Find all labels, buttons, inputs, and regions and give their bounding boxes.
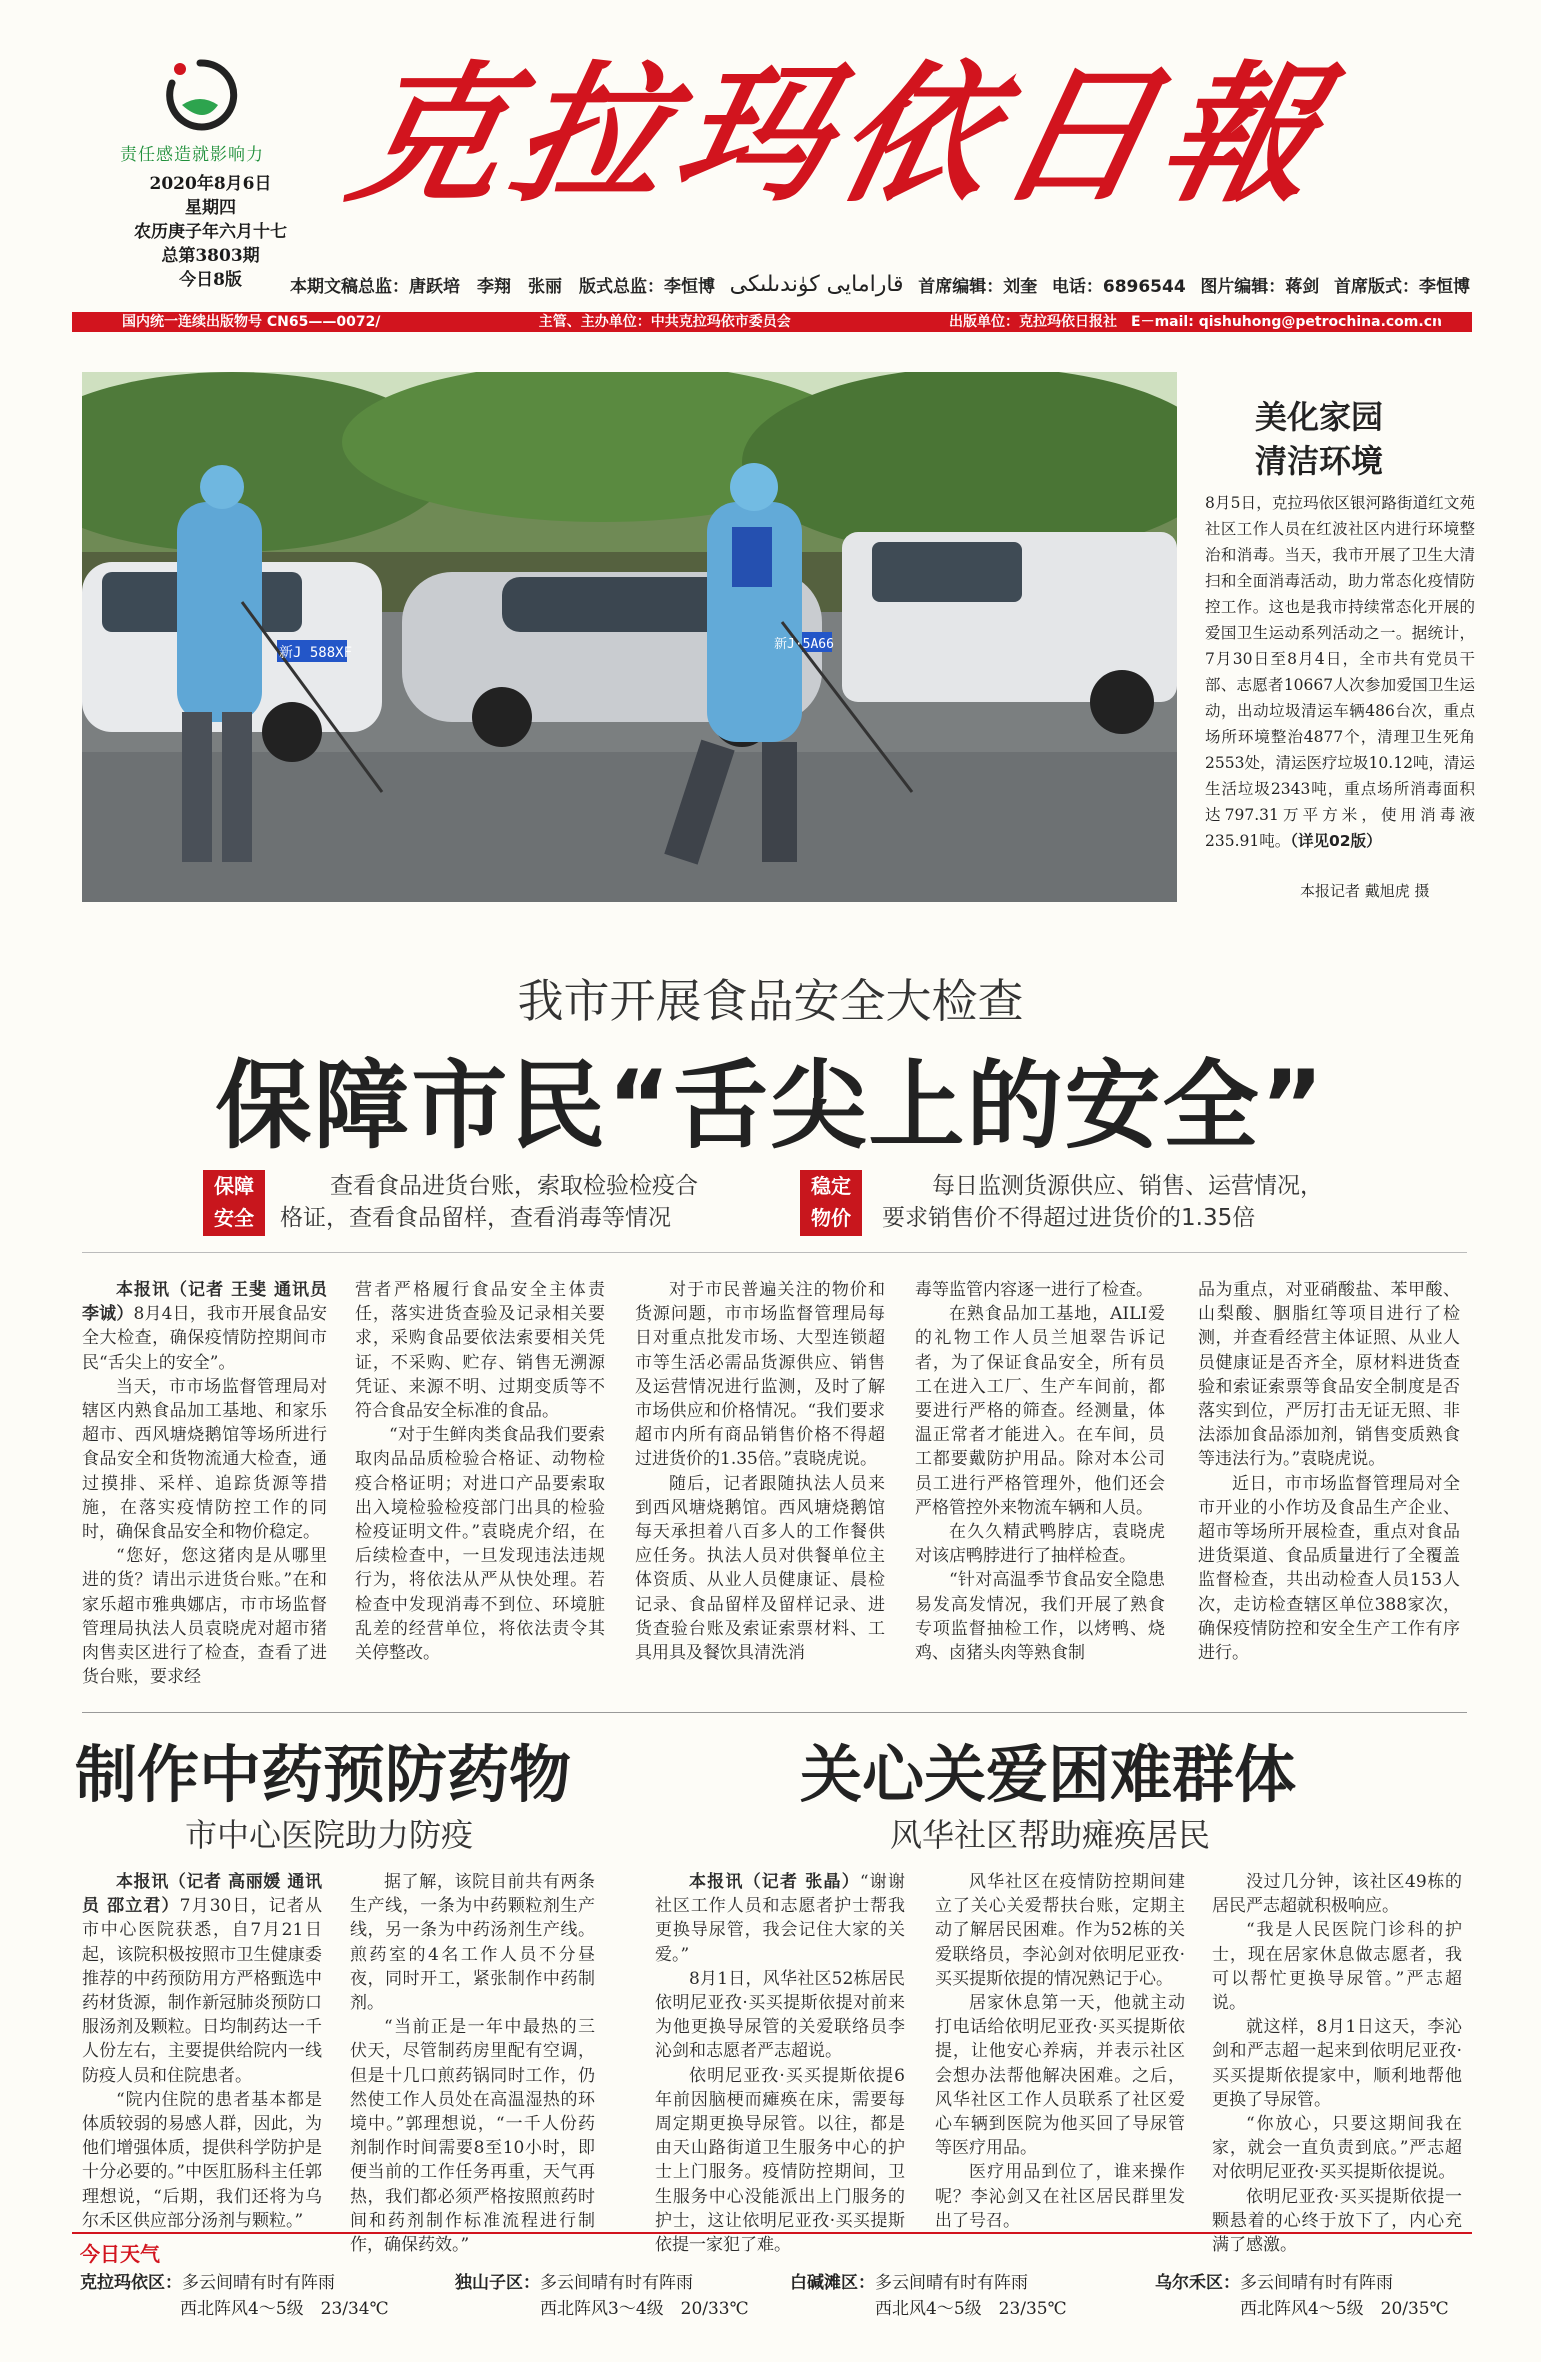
article2-col1-p2: “院内住院的患者基本都是体质较弱的易感人群，因此，为他们增强体质，提供科学防护是十分必要的。”中医肛肠科主任郭理想说，“后期，我们还将为乌尔禾区供应部分汤剂与颗粒。” [82,2089,322,2231]
side-title-line2: 清洁环境 [1255,442,1384,480]
article2-col2-p1: 据了解，该院目前共有两条生产线，一条为中药颗粒剂生产线，另一条为中药汤剂生产线。煎药室的4名工作人员不分昼夜，同时开工，紧张制作中药制剂。 [350,1872,595,2014]
main-col3-p2: 随后，记者跟随执法人员来到西风塘烧鹅馆。西风塘烧鹅馆每天承担着八百多人的工作餐供应任务。执法人员对供餐单位主体资质、从业人员健康证、晨检记录、食品留样及留样记录、进货查验台账及索证索票材料、工具用具及餐饮具清洗消 [635,1473,885,1664]
article3-col2-p2: 居家休息第一天，他就主动打电话给依明尼亚孜·买买提斯依提，让他安心养病，并表示社区会想办法帮他解决困难。之后，风华社区工作人员联系了社区爱心车辆到医院为他买回了导尿管等医疗用品。 [935,1993,1185,2159]
main-byline: 本报讯（记者 王斐 通讯员 李诚） [82,1280,327,1325]
article3-col-3 [1212,1870,1462,2257]
side-article-body [1205,490,1475,854]
article3-col-1 [655,1870,905,2257]
side-article-title [1255,395,1383,483]
weather-item [80,2270,389,2322]
divider [82,1252,1467,1253]
article3-col3-p4: “你放心，只要这期间我在家，就会一直负责到底。”严志超对依明尼亚孜·买买提斯依提说。 [1212,2114,1462,2183]
issue-info [118,172,303,292]
tag-price [800,1170,862,1236]
slogan: 责任感造就影响力 [120,145,264,165]
main-col-2 [355,1278,605,1665]
main-col-3 [635,1278,885,1665]
main-col2-p2: “对于生鲜肉类食品我们要索取肉品品质检验合格证、动物检疫合格证明；对进口产品要索取出入境检验检疫部门出具的检验检疫证明文件。”袁晓虎介绍，在后续检查中，一旦发现违法违规行为，将依法从严从快处理。若检查中发现消毒不到位、环境脏乱差的经营单位，将依法责令其关停整改。 [355,1425,605,1664]
issue-weekday: 星期四 [185,198,236,218]
publisher: 出版单位：克拉玛依日报社 E－mail: qishuhong@petrochina.com.cn [949,314,1442,330]
article2-byline: 本报讯（记者 高丽媛 通讯员 邵立君） [82,1872,322,1917]
phone: 电话：6896544 [1051,277,1186,297]
cn-number: 国内统一连续出版物号 CN65——0072/ [122,314,381,330]
cover-photo [82,372,1177,902]
article2-col1-p1: 7月30日，记者从市中心医院获悉，自7月21日起，该院积极按照市卫生健康委推荐的中药预防用方严格甄选中药材货源，制作新冠肺炎预防口服汤剂及颗粒。日均制药达一千人份左右，主要提供给院内一线防疫人员和住院患者。 [82,1896,322,2086]
article3-col3-p1: 没过几分钟，该社区49栋的居民严志超就积极响应。 [1212,1872,1462,1917]
tag-price-line2: 物价 [811,1206,851,1230]
article3-col3-p2: “我是人民医院门诊科的护士，现在居家休息做志愿者，我可以帮忙更换导尿管。”严志超说。 [1212,1920,1462,2014]
article2-subheadline: 市中心医院助力防疫 [185,1816,474,1854]
main-col3-p1: 对于市民普遍关注的物价和货源问题，市市场监督管理局每日对重点批发市场、大型连锁超市等生活必需品货源供应、销售及运营情况进行监测，及时了解市场供应和价格情况。“我们要求超市内所有商品销售价格不得超过进货价的1.35倍。”袁晓虎说。 [635,1280,885,1470]
main-col4-p4: “针对高温季节食品安全隐患易发高发情况，我们开展了熟食专项监督抽检工作，以烤鸭、烧鸡、卤猪头肉等熟食制 [915,1570,1165,1664]
article3-headline: 关心关爱困难群体 [800,1738,1297,1811]
article3-col3-p5: 依明尼亚孜·买买提斯依提一颗悬着的心终于放下了，内心充满了感激。 [1212,2186,1462,2256]
tag-safety-line2: 安全 [214,1206,254,1230]
main-subheadline: 我市开展食品安全大检查 [517,974,1024,1028]
editor-chief: 首席编辑：刘奎 [918,277,1038,297]
side-title-line1: 美化家园 [1255,398,1384,436]
main-col-4 [915,1278,1165,1665]
chief-layout: 首席版式：李恒博 [1333,277,1470,297]
weather-wind-temp: 西北阵风4～5级 23/34℃ [180,2299,389,2319]
section-divider [82,1712,1467,1713]
weather-condition: 多云间晴有时有阵雨 [540,2273,693,2293]
weather-item [455,2270,749,2322]
weather-item [790,2270,1067,2322]
main-col5-p2: 近日，市市场监督管理局对全市开业的小作坊及食品生产企业、超市等场所开展检查，重点对食品进货渠道、食品质量进行了全覆盖监督检查，共出动检查人员153人次，走访检查辖区单位388家次，确保疫情防控和安全生产工作有序进行。 [1198,1473,1460,1664]
weather-item [1155,2270,1449,2322]
host-unit: 主管、主办单位：中共克拉玛依市委员会 [538,314,791,330]
weather-city: 白碱滩区： [790,2273,875,2293]
tag-safety-text2: 格证，查看食品留样，查看消毒等情况 [280,1205,671,1231]
weather-wind-temp: 西北阵风3～4级 20/33℃ [540,2299,749,2319]
editors-line [290,272,1470,297]
issue-lunar-date: 农历庚子年六月十七 [134,222,287,242]
main-col1-p2: 当天，市市场监督管理局对辖区内熟食品加工基地、和家乐超市、西风塘烧鹅馆等场所进行食品安全和货物流通大检查，通过摸排、采样、追踪货源等措施，在落实疫情防控工作的同时，确保食品安全和物价稳定。 [82,1376,327,1543]
issue-pages: 今日8版 [179,270,242,290]
side-see-more: （详见02版） [1290,832,1382,850]
article2-col2-p2: “当前正是一年中最热的三伏天，尽管制药房里配有空调，但是十几口煎药锅同时工作，仍然使工作人员处在高温湿热的环境中。”郭理想说，“一千人份药剂制作时间需要8至10小时，即便当前的工作任务再重，天气再热，我们都必须严格按照煎药时间和药剂制作标准流程进行制作，确保药效。” [350,2017,595,2256]
tag-safety [203,1170,265,1236]
article3-subheadline: 风华社区帮助瘫痪居民 [890,1816,1211,1854]
main-col4-p2: 在熟食品加工基地，AILI爱的礼物工作人员兰旭翠告诉记者，为了保证食品安全，所有员工在进入工厂、生产车间前，都要进行严格的筛查。经测量，体温正常者才能进入。在车间，员工都要戴防护用品。除对本公司员工进行严格管理外，他们还会严格管控外来物流车辆和人员。 [915,1304,1165,1518]
main-headline: 保障市民“舌尖上的安全” [215,1050,1326,1162]
photo-editor: 图片编辑：蒋剑 [1200,277,1320,297]
issue-date: 2020年8月6日 [149,174,272,194]
newspaper-logo-icon [160,55,240,135]
tag-price-line1: 稳定 [811,1174,851,1198]
license-plate-middle: 新J·5A66 [774,637,834,652]
article3-col2-p3: 医疗用品到位了，谁来操作呢？李沁剑又在社区居民群里发出了号召。 [935,2162,1185,2231]
issue-number: 总第3803期 [161,246,260,266]
main-col1-p1: 8月4日，我市开展食品安全大检查，确保疫情防控期间市民“舌尖上的安全”。 [82,1304,328,1373]
main-col-1 [82,1278,327,1689]
main-col5-p1: 品为重点，对亚硝酸盐、苯甲酸、山梨酸、胭脂红等项目进行了检测，并查看经营主体证照、从业人员健康证是否齐全，原材料进货查验和索证索票等食品安全制度是否落实到位，严厉打击无证无照、非法添加食品添加剂，销售变质熟食等违法行为。”袁晓虎说。 [1198,1280,1460,1470]
weather-divider [72,2232,1472,2234]
license-plate-left: 新J 588XF [279,645,353,661]
weather-city: 乌尔禾区： [1155,2273,1240,2293]
article3-col2-p1: 风华社区在疫情防控期间建立了关心关爱帮扶台账，定期主动了解居民困难。作为52栋的关爱联络员，李沁剑对依明尼亚孜·买买提斯依提的情况熟记于心。 [935,1872,1185,1989]
tag-price-text2: 要求销售价不得超过进货价的1.35倍 [882,1205,1256,1231]
tag-price-text [882,1170,1323,1234]
weather-condition: 多云间晴有时有阵雨 [182,2273,335,2293]
article3-col-2 [935,1870,1185,2233]
main-col4-p3: 在久久精武鸭脖店，袁晓虎对该店鸭脖进行了抽样检查。 [915,1522,1165,1567]
weather-label: 今日天气 [80,2242,160,2266]
main-col4-p1: 毒等监管内容逐一进行了检查。 [915,1280,1153,1300]
article3-byline: 本报讯（记者 张晶） [689,1872,860,1892]
weather-wind-temp: 西北阵风4～5级 20/35℃ [1240,2299,1449,2319]
weather-city: 克拉玛依区： [80,2273,182,2293]
article2-col-2 [350,1870,595,2257]
article3-col1-p1: “谢谢社区工作人员和志愿者护士帮我更换导尿管，我会记住大家的关爱。” [655,1872,905,1965]
side-article-text: 8月5日，克拉玛依区银河路街道红文苑社区工作人员在红波社区内进行环境整治和消毒。当天，我市开展了卫生大清扫和全面消毒活动，助力常态化疫情防控工作。这也是我市持续常态化开展的爱国卫生运动系列活动之一。据统计，7月30日至8月4日，全市共有党员干部、志愿者10667人次参加爱国卫生运动，出动垃圾清运车辆486台次，重点场所环境整治4877个，清理卫生死角2553处，清运医疗垃圾10.12吨，清运生活垃圾2343吨，重点场所消毒面积达797.31万平方米，使用消毒液235.91吨。 [1205,494,1475,850]
tag-safety-text1: 查看食品进货台账，索取检验检疫合 [330,1173,698,1199]
article3-col1-p2: 8月1日，风华社区52栋居民依明尼亚孜·买买提斯依提对前来为他更换导尿管的关爱联络员李沁剑和志愿者严志超说。 [655,1968,905,2062]
weather-wind-temp: 西北风4～5级 23/35℃ [875,2299,1067,2319]
main-col2-p1: 营者严格履行食品安全主体责任，落实进货查验及记录相关要求，采购食品要依法索要相关凭证，不采购、贮存、销售无溯源凭证、来源不明、过期变质等不符合食品安全标准的食品。 [355,1280,605,1422]
page-number: 01 [1435,312,1456,331]
article2-col-1 [82,1870,322,2233]
uyghur-title: قارامايى كۈندىلىكى [729,272,904,297]
publication-info-bar [72,312,1472,332]
editors-left: 本期文稿总监：唐跃培 李翔 张丽 版式总监：李恒博 [290,277,715,297]
weather-condition: 多云间晴有时有阵雨 [1240,2273,1393,2293]
article3-col1-p3: 依明尼亚孜·买买提斯依提6年前因脑梗而瘫痪在床，需要每周定期更换导尿管。以往，都是由天山路街道卫生服务中心的护士上门服务。疫情防控期间，卫生服务中心没能派出上门服务的护士，这让依明尼亚孜·买买提斯依提一家犯了难。 [655,2065,905,2256]
article3-col3-p3: 就这样，8月1日这天，李沁剑和严志超一起来到依明尼亚孜·买买提斯依提家中，顺利地帮他更换了导尿管。 [1212,2017,1462,2110]
weather-condition: 多云间晴有时有阵雨 [875,2273,1028,2293]
tag-safety-line1: 保障 [214,1174,254,1198]
article2-headline: 制作中药预防药物 [75,1738,572,1811]
photo-credit: 本报记者 戴旭虎 摄 [1300,882,1430,900]
weather-city: 独山子区： [455,2273,540,2293]
tag-safety-text [280,1170,698,1234]
main-col-5 [1198,1278,1460,1665]
main-col1-p3: “您好，您这猪肉是从哪里进的货？请出示进货台账。”在和家乐超市雅典娜店，市市场监督管理局执法人员袁晓虎对超市猪肉售卖区进行了检查，查看了进货台账，要求经 [82,1546,327,1688]
tag-price-text1: 每日监测货源供应、销售、运营情况， [932,1173,1323,1199]
masthead-title: 克拉玛依日報 [336,47,1346,223]
